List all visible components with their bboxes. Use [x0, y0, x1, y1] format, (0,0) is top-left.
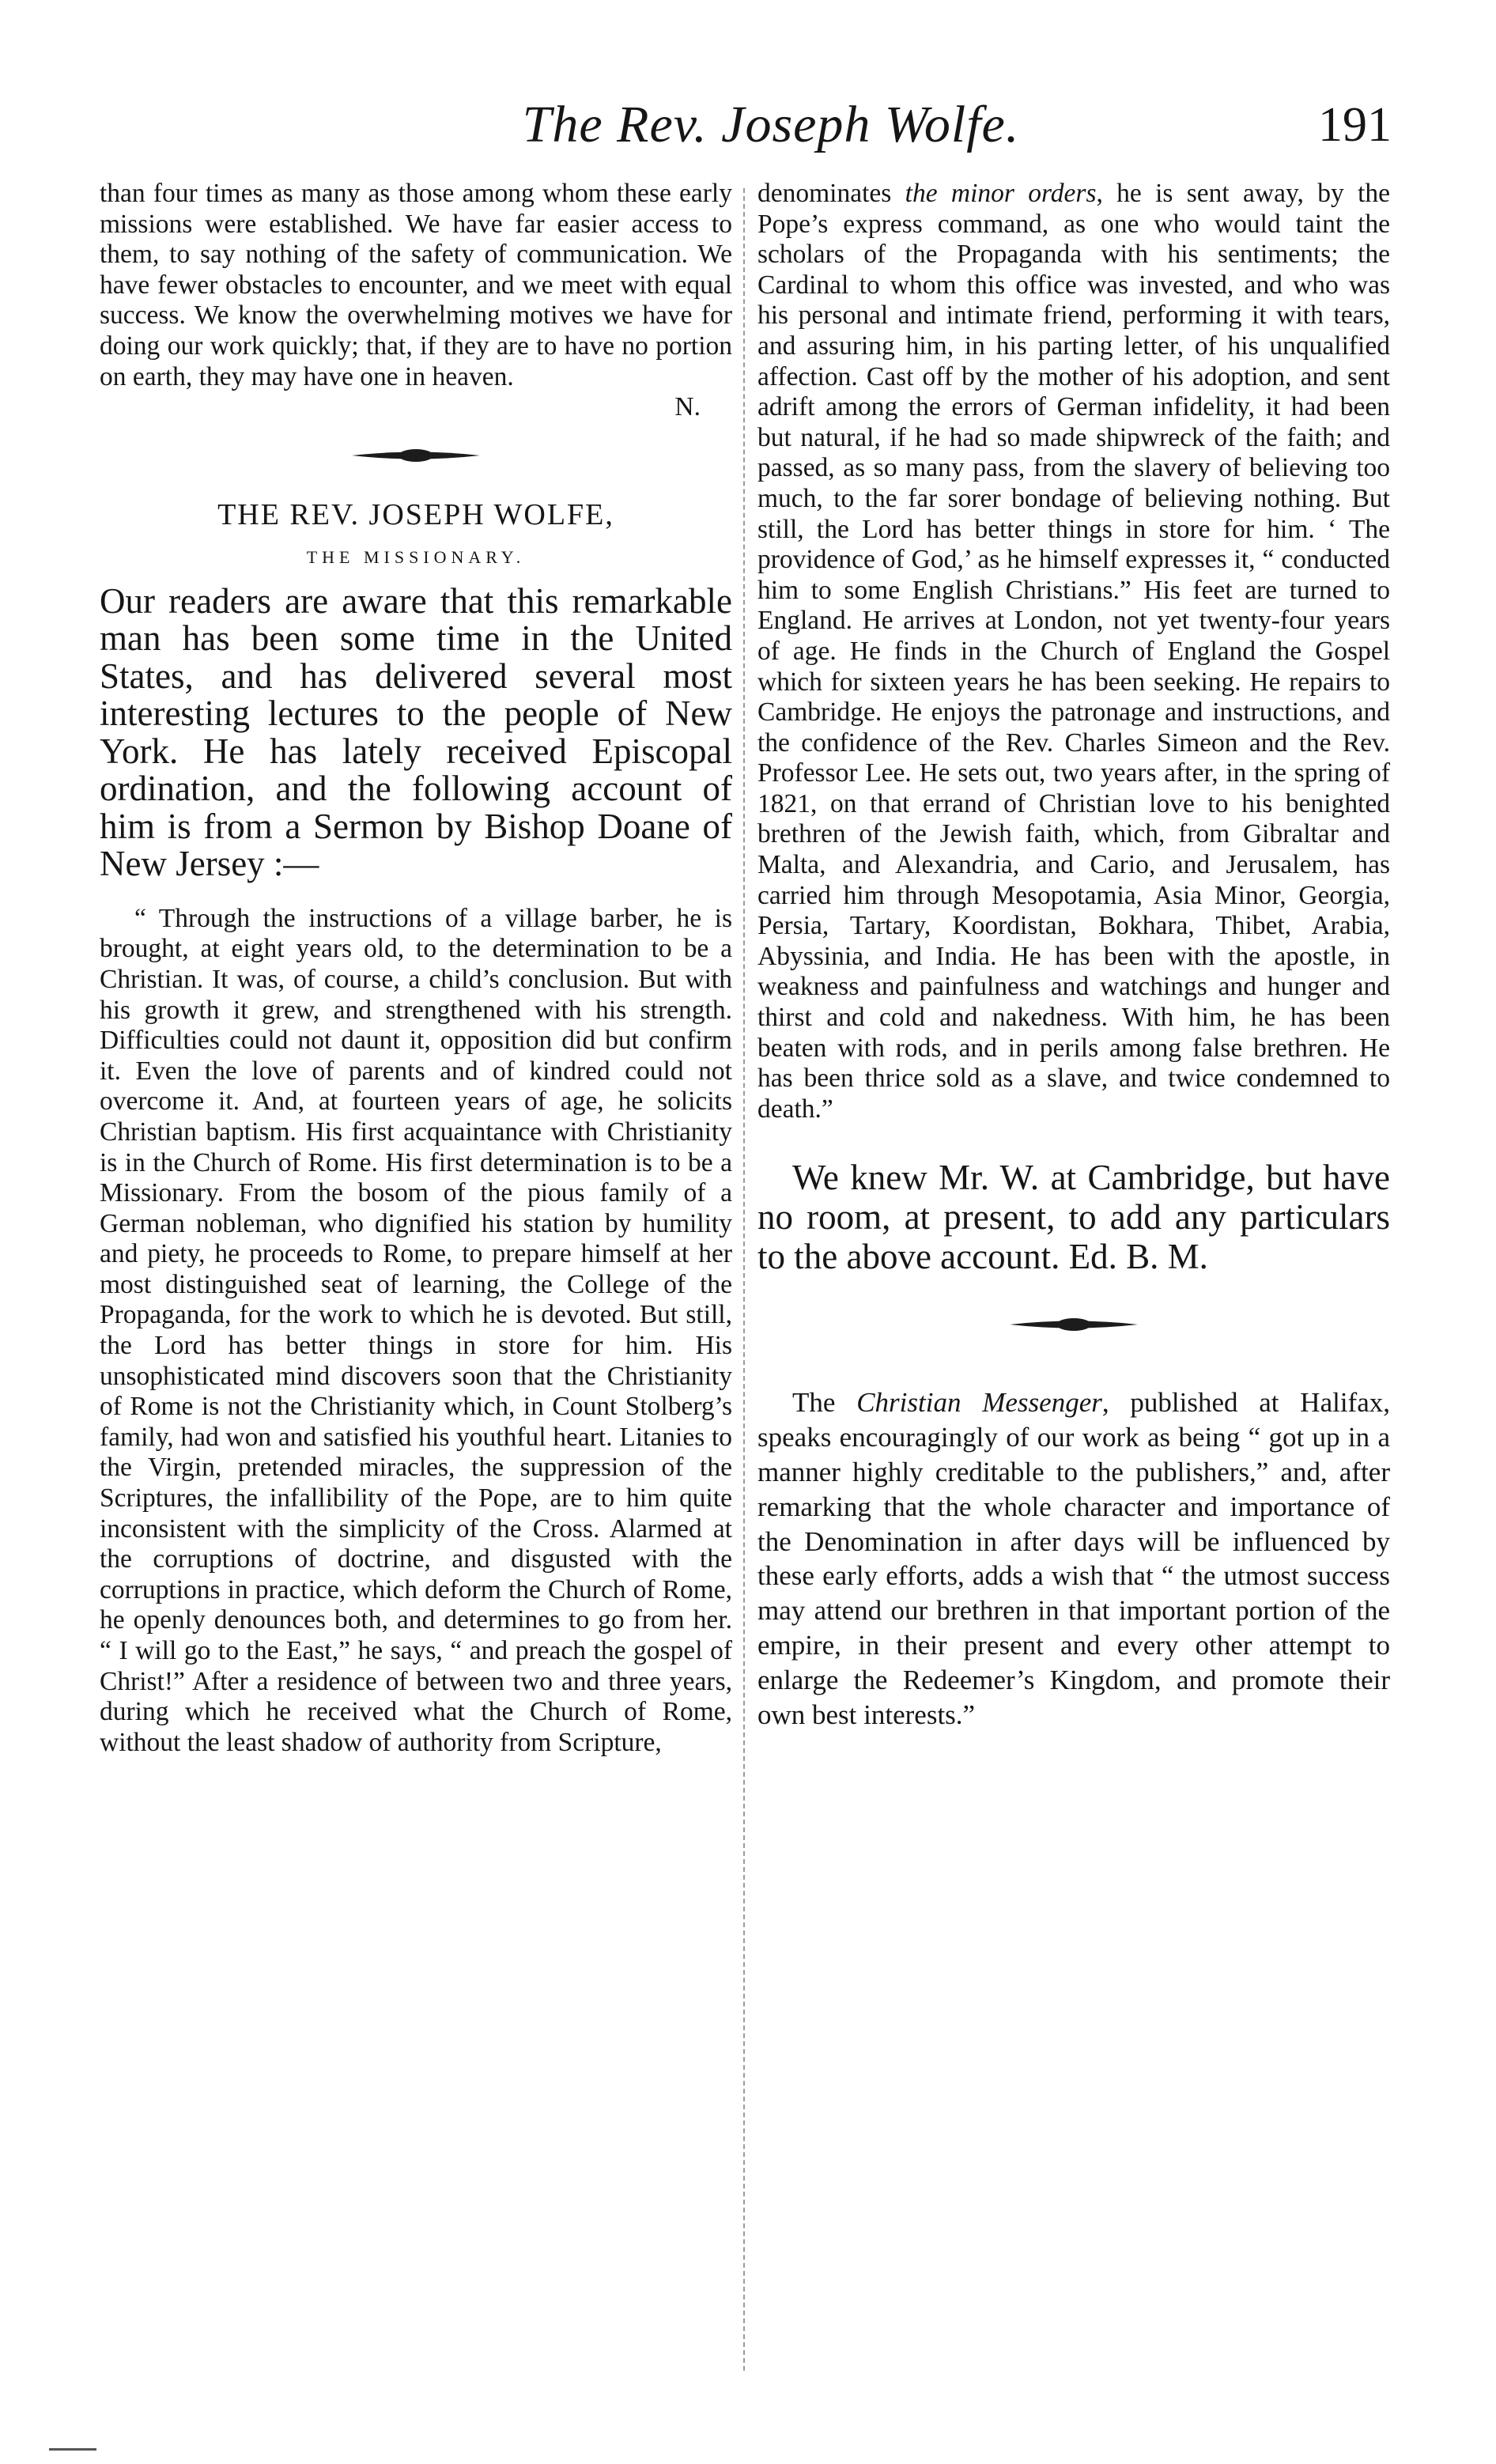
editor-note-text: We knew Mr. W. at Cambridge, but have no room, at present, to add any particulars to the above account. — [757, 1158, 1390, 1277]
article-heading: THE REV. JOSEPH WOLFE, — [217, 497, 614, 531]
running-head — [0, 93, 1496, 157]
quote-start: denominates — [757, 179, 905, 208]
messenger-start: The — [792, 1387, 857, 1419]
printers-ornament-icon — [100, 444, 732, 475]
quote-continuation: , he is sent away, by the Pope’s express command, as one who would taint the scholars of the Propaganda with his sentiments; the Cardinal to whom this office was invested, and who was his personal and intimate friend, performing it with tears, and assuring him, in his parting letter, of his unqualified affection. Cast off by the mother of his adoption, and sent adrift among the errors of German infidelity, it had been but natural, if he had so made shipwreck of the faith; and passed, as so many pass, from the slavery of believing too much, to the far sorer bondage of believing nothing. But still, the Lord has better things in store for him. ‘ The providence of God,’ as he himself expresses it, “ conducted him to some English Christians.” His feet are turned to England. He arrives at London, not yet twenty-four years of age. He finds in the Church of England the Gospel which for sixteen years he has been seeking. He repairs to Cambridge. He enjoys the patronage and instructions, and the confidence of the Rev. Charles Simeon and the Rev. Professor Lee. He sets out, two years after, in the spring of 1821, on that errand of Christian love to his benighted brethren of the Jewish faith, which, from Gibraltar and Malta, and Alexandria, and Cario, and Jerusalem, has carried him through Mesopotamia, Asia Minor, Georgia, Persia, Tartary, Koordistan, Bokhara, Thibet, Arabia, Abyssinia, and India. He has been with the apostle, in weakness and painfulness and watchings and hunger and thirst and cold and nakedness. With him, he has been beaten with rods, and in perils among false brethren. He has been thrice sold as a slave, and twice condemned to death.” — [757, 179, 1390, 1124]
minor-orders-phrase: the minor orders — [905, 179, 1097, 208]
intro-signature: N. — [674, 392, 701, 422]
lead-paragraph: Our readers are aware that this remarkable man has been some time in the United States, and has delivered several most interesting lectures to the people of New York. He has lately received Episcopal ordination, and the following account of him is from a Sermon by Bishop Doane of New Jersey :— — [100, 580, 732, 884]
column-divider — [743, 188, 745, 2371]
quote-paragraph: “ Through the instructions of a village barber, he is brought, at eight years old, to the determination to be a Christian. It was, of course, a child’s conclusion. But with his growth it grew, and strengthened with his strength. Difficulties could not daunt it, opposition did but confirm it. Even the love of parents and of kindred could not overcome it. And, at fourteen years of age, he solicits Christian baptism. His first acquaintance with Christianity is in the Church of Rome. His first determination is to be a Missionary. From the bosom of the pious family of a German nobleman, who dignified his station by humility and piety, he proceeds to Rome, to prepare himself at her most distinguished seat of learning, the College of the Propaganda, for the work to which he is devoted. But still, the Lord has better things in store for him. His unsophisticated mind discovers soon that the Christianity of Rome is not the Christianity which, in Count Stolberg’s family, had won and satisfied his youthful heart. Litanies to the Virgin, pretended miracles, the suppression of the Scriptures, the infallibility of the Pope, are to him quite inconsistent with the simplicity of the Cross. Alarmed at the corruptions of doctrine, and disgusted with the corruptions in practice, which deform the Church of Rome, he openly denounces both, and determines to go from her. “ I will go to the East,” he says, “ and preach the gospel of Christ!” After a residence of between two and three years, during which he received what the Church of Rome, without the least shadow of authority from Scripture, — [100, 903, 732, 1757]
intro-paragraph: than four times as many as those among whom these early missions were established. We have far easier access to them, to say nothing of the safety of communication. We have fewer obstacles to encounter, and we meet with equal success. We know the overwhelming motives we have for doing our work quickly; that, if they are to have no portion on earth, they may have one in heaven. — [100, 179, 732, 391]
messenger-continuation: , published at Halifax, speaks encouragingly of our work as being “ got up in a manner highly creditable to the publishers,” and, after remarking that the whole character and importance of the Denomination in after days will be influenced by these early efforts, adds a wish that “ the utmost success may attend our brethren in that important portion of the empire, in their present and every other attempt to enlarge the Redeemer’s Kingdom, and promote their own best interests.” — [757, 1387, 1390, 1730]
article-subheading: THE MISSIONARY. — [306, 546, 526, 567]
editor-note — [757, 1158, 1390, 1276]
quote-continuation-paragraph — [757, 179, 1390, 1124]
right-column — [757, 179, 1390, 1732]
bottom-rule-mark — [49, 2448, 96, 2451]
running-title: The Rev. Joseph Wolfe. — [522, 96, 1020, 153]
messenger-paragraph — [757, 1385, 1390, 1732]
left-column — [100, 179, 732, 1758]
page-number: 191 — [1318, 98, 1392, 152]
christian-messenger-title: Christian Messenger — [856, 1387, 1102, 1419]
editor-signature: Ed. B. M. — [1068, 1237, 1208, 1277]
printers-ornament-icon — [757, 1313, 1390, 1344]
